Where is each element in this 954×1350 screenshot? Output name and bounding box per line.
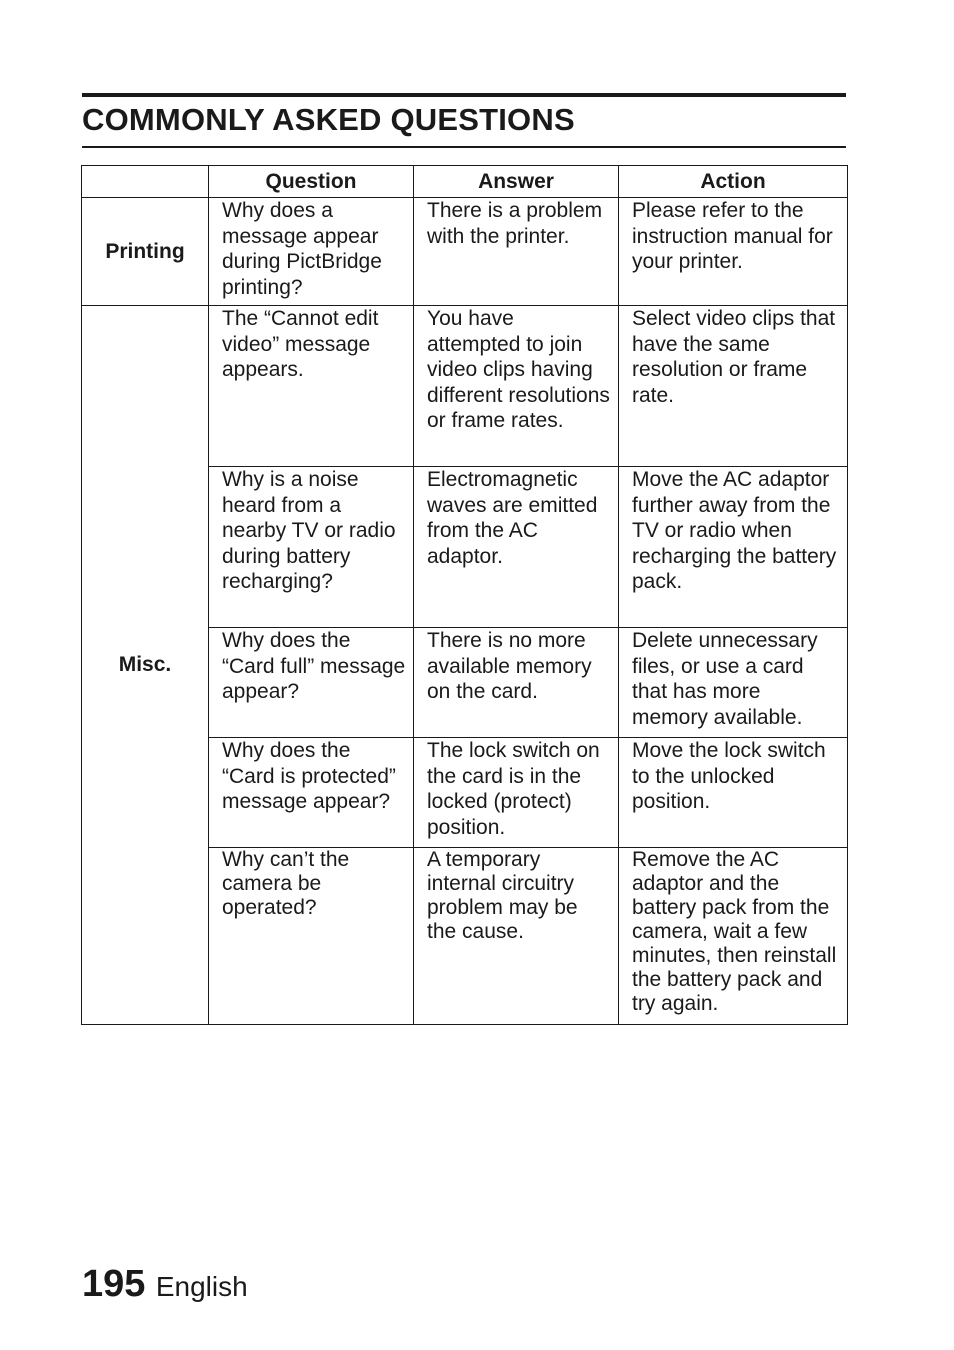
action-cell: Move the AC adaptor further away from the TV or radio when recharging the battery pack. [619,467,848,628]
page-language: English [155,1271,248,1302]
title-underline [82,146,846,148]
header-answer: Answer [414,166,619,198]
answer-cell: There is no more available memory on the card. [414,628,619,738]
faq-table [81,165,848,1025]
answer-cell: You have attempted to join video clips having different resolutions or frame rates. [414,306,619,467]
header-action: Action [619,166,848,198]
answer-cell: A temporary internal circuitry problem may be the cause. [414,848,619,1025]
action-cell: Remove the AC adaptor and the battery pack from the camera, wait a few minutes, then reinstall the battery pack and try again. [619,848,848,1025]
action-cell: Delete unnecessary files, or use a card that has more memory available. [619,628,848,738]
action-cell: Please refer to the instruction manual for your printer. [619,198,848,306]
category-printing: Printing [82,198,209,306]
page-title: COMMONLY ASKED QUESTIONS [82,102,575,137]
action-cell: Move the lock switch to the unlocked position. [619,738,848,848]
table-row [82,198,848,306]
question-cell: Why is a noise heard from a nearby TV or radio during battery recharging? [209,467,414,628]
title-top-rule [82,93,846,97]
answer-cell: Electromagnetic waves are emitted from the AC adaptor. [414,467,619,628]
table-row [82,306,848,467]
table-header-row [82,166,848,198]
question-cell: Why does a message appear during PictBridge printing? [209,198,414,306]
action-cell: Select video clips that have the same resolution or frame rate. [619,306,848,467]
answer-cell: The lock switch on the card is in the locked (protect) position. [414,738,619,848]
header-question: Question [209,166,414,198]
question-cell: The “Cannot edit video” message appears. [209,306,414,467]
question-cell: Why does the “Card is protected” message appear? [209,738,414,848]
answer-cell: There is a problem with the printer. [414,198,619,306]
category-misc: Misc. [82,306,209,1025]
question-cell: Why can’t the camera be operated? [209,848,414,1025]
header-category [82,166,209,198]
page-footer [82,1262,248,1309]
question-cell: Why does the “Card full” message appear? [209,628,414,738]
page-number: 195 [82,1263,146,1305]
